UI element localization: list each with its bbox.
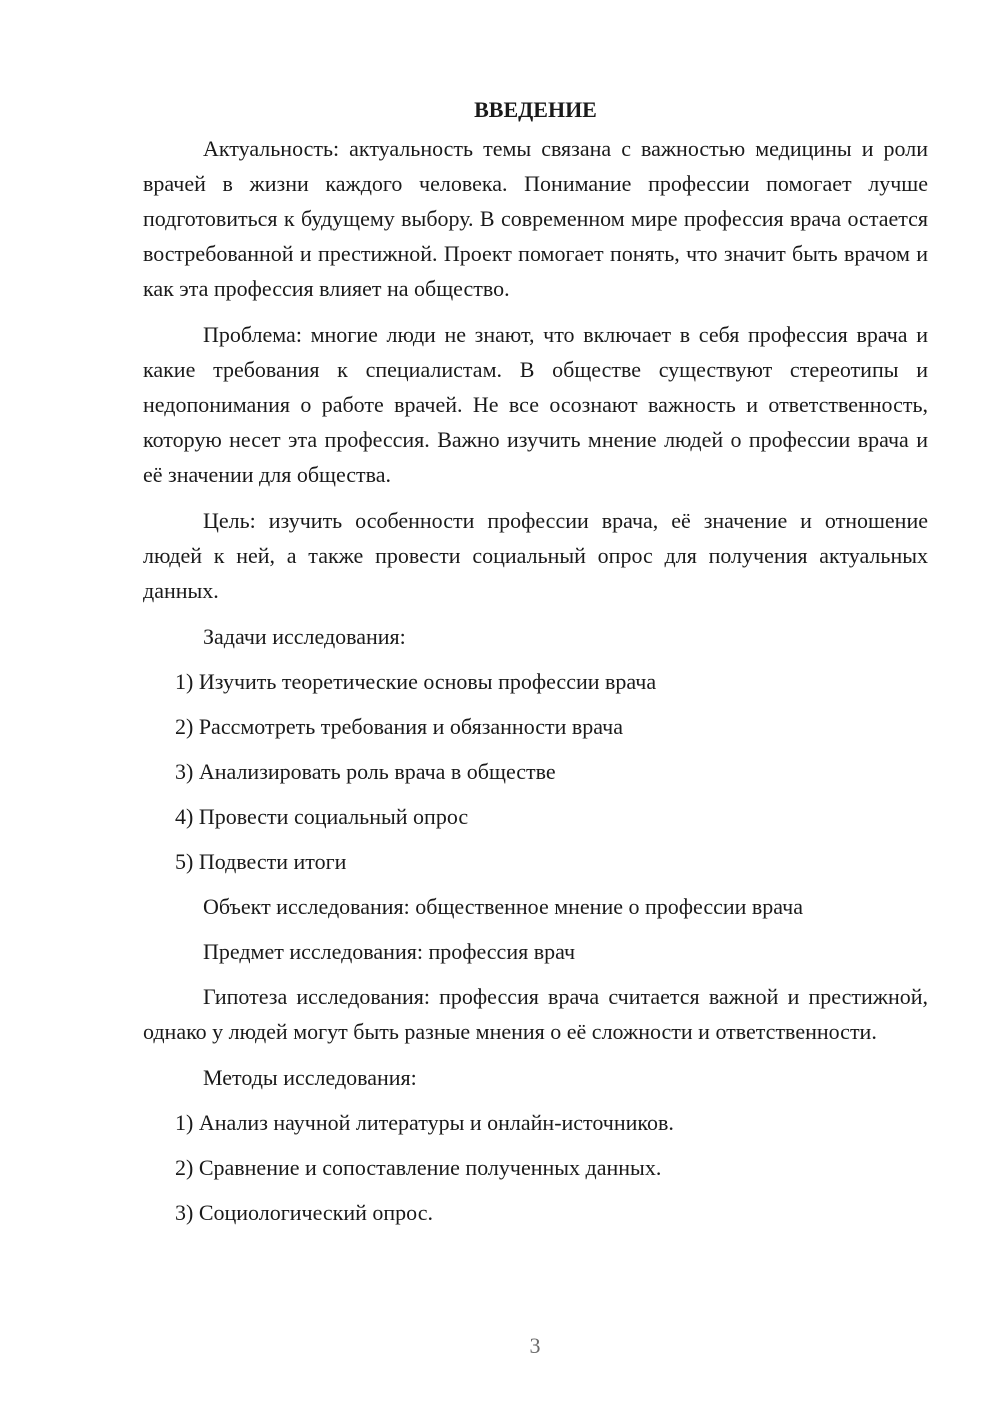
method-item: 1) Анализ научной литературы и онлайн-источников. [175,1110,674,1135]
methods-list [143,1105,928,1230]
method-item: 2) Сравнение и сопоставление полученных данных. [175,1155,662,1180]
task-item: 2) Рассмотреть требования и обязанности врача [175,714,623,739]
task-item: 3) Анализировать роль врача в обществе [175,759,556,784]
relevance-paragraph: Актуальность: актуальность темы связана с важностью медицины и роли врачей в жизни каждого человека. Понимание профессии помогает лучше подготовиться к будущему выбору. В современном мире профессия врача остается востребованной и престижной. Проект помогает понять, что значит быть врачом и как эта профессия влияет на общество. [143,136,928,301]
task-item: 4) Провести социальный опрос [175,804,469,829]
document-page [143,92,928,1240]
page-number: 3 [529,1333,541,1358]
object-line: Объект исследования: общественное мнение о профессии врача [203,894,803,919]
goal-paragraph: Цель: изучить особенности профессии врача, её значение и отношение людей к ней, а также провести социальный опрос для получения актуальных данных. [143,508,928,603]
tasks-list [143,664,928,879]
problem-paragraph: Проблема: многие люди не знают, что включает в себя профессия врача и какие требования к специалистам. В обществе существуют стереотипы и недопонимания о работе врачей. Не все осознают важность и ответственность, которую несет эта профессия. Важно изучить мнение людей о профессии врача и её значении для общества. [143,322,928,487]
methods-heading: Методы исследования: [203,1065,417,1090]
tasks-heading: Задачи исследования: [203,624,406,649]
method-item: 3) Социологический опрос. [175,1200,433,1225]
task-item: 1) Изучить теоретические основы профессии врача [175,669,657,694]
hypothesis-paragraph: Гипотеза исследования: профессия врача считается важной и престижной, однако у людей могут быть разные мнения о её сложности и ответственности. [143,984,928,1044]
section-title: ВВЕДЕНИЕ [474,97,597,122]
subject-line: Предмет исследования: профессия врач [203,939,576,964]
task-item: 5) Подвести итоги [175,849,347,874]
